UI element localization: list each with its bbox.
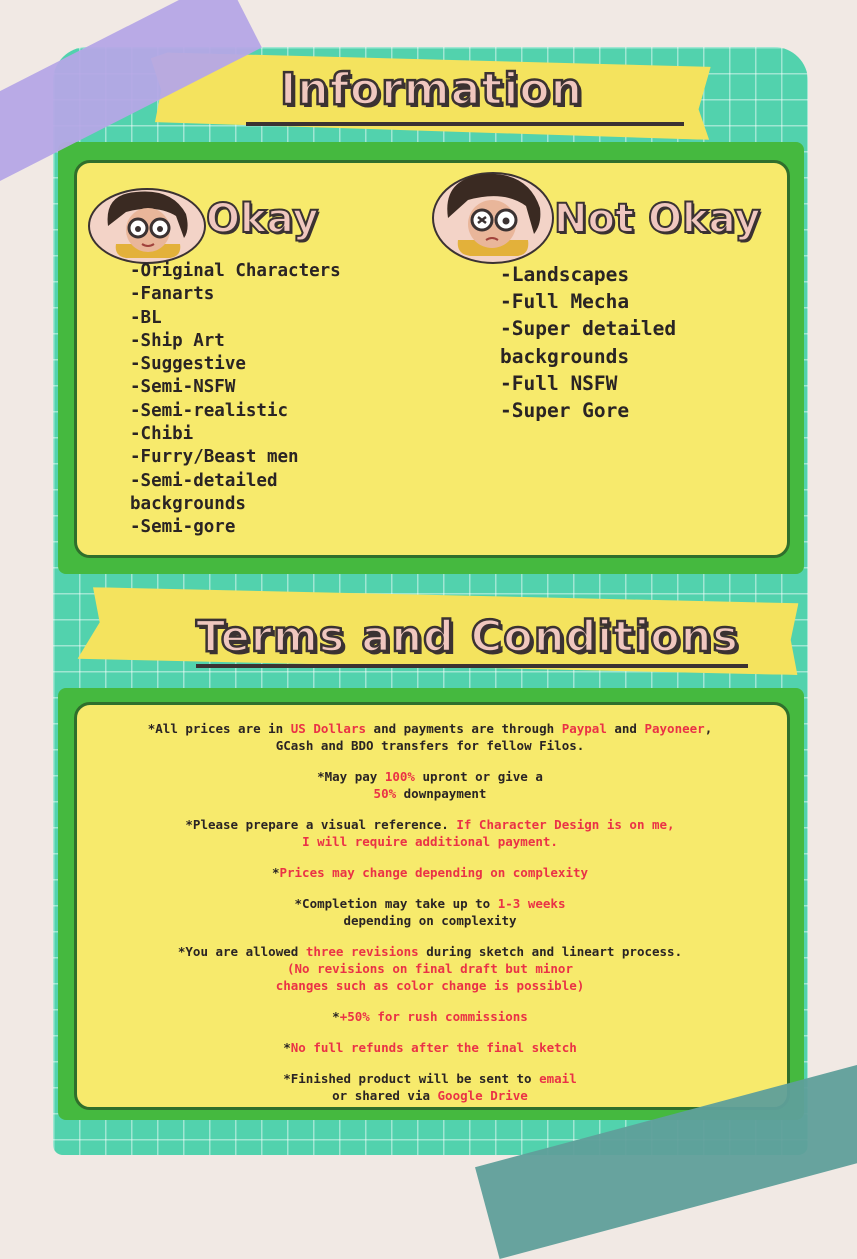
term-highlight: three revisions bbox=[305, 944, 419, 959]
term-text: upront or give a bbox=[414, 769, 543, 784]
term-text: * bbox=[283, 1040, 291, 1055]
term-text: *Finished product will be sent to bbox=[283, 1071, 540, 1086]
term-revisions bbox=[90, 943, 770, 994]
term-text: GCash and BDO transfers for fellow Filos. bbox=[275, 738, 585, 753]
term-text: * bbox=[271, 865, 280, 880]
list-item: -Landscapes bbox=[500, 263, 630, 286]
list-item: -Super detailed backgrounds bbox=[500, 317, 677, 368]
term-payment bbox=[90, 768, 770, 802]
term-rush bbox=[90, 1008, 770, 1025]
list-item: -Furry/Beast men bbox=[130, 447, 299, 468]
term-highlight: +50% for rush commissions bbox=[339, 1009, 528, 1024]
not-okay-title: Not Okay bbox=[554, 196, 761, 242]
term-prices bbox=[90, 720, 770, 754]
term-highlight: No full refunds after the final sketch bbox=[290, 1040, 577, 1055]
terms-heading: Terms and Conditions bbox=[196, 612, 740, 662]
term-text: *Please prepare a visual reference. bbox=[185, 817, 457, 832]
list-item: -BL bbox=[130, 307, 162, 328]
term-price-change bbox=[90, 864, 770, 881]
term-highlight: Payoneer bbox=[644, 721, 705, 736]
list-item: -Semi-realistic bbox=[130, 400, 289, 421]
term-text: during sketch and lineart process. bbox=[418, 944, 683, 959]
term-highlight: I will require additional payment. bbox=[302, 834, 558, 849]
okay-title: Okay bbox=[206, 196, 319, 242]
term-highlight: 100% bbox=[384, 769, 415, 784]
term-text: *May pay bbox=[317, 769, 385, 784]
term-text: *All prices are in bbox=[147, 721, 291, 736]
term-text: * bbox=[332, 1009, 340, 1024]
list-item: -Chibi bbox=[130, 424, 194, 445]
term-highlight: Paypal bbox=[561, 721, 607, 736]
term-highlight: Google Drive bbox=[437, 1088, 528, 1103]
term-highlight: US Dollars bbox=[290, 721, 367, 736]
term-text: downpayment bbox=[396, 786, 487, 801]
term-highlight: If Character Design is on me, bbox=[456, 817, 675, 832]
okay-list bbox=[130, 260, 430, 540]
term-delivery bbox=[90, 1070, 770, 1104]
term-text: , bbox=[704, 721, 713, 736]
term-highlight: 50% bbox=[373, 786, 397, 801]
term-text: *You are allowed bbox=[177, 944, 306, 959]
terms-list bbox=[90, 720, 770, 1118]
term-refunds bbox=[90, 1039, 770, 1056]
list-item: -Semi-NSFW bbox=[130, 377, 236, 398]
list-item: -Semi-detailed backgrounds bbox=[130, 470, 278, 514]
term-text: and payments are through bbox=[366, 721, 562, 736]
term-text: *Completion may take up to bbox=[294, 896, 498, 911]
information-heading: Information bbox=[280, 64, 583, 115]
list-item: -Semi-gore bbox=[130, 517, 236, 538]
information-underline bbox=[246, 122, 684, 126]
term-highlight: email bbox=[539, 1071, 577, 1086]
term-highlight: 1-3 weeks bbox=[497, 896, 566, 911]
list-item: -Fanarts bbox=[130, 284, 215, 305]
term-highlight: Prices may change depending on complexity bbox=[279, 865, 589, 880]
list-item: -Full NSFW bbox=[500, 371, 618, 395]
term-text: and bbox=[606, 721, 645, 736]
term-text: depending on complexity bbox=[343, 913, 517, 928]
list-item: -Original Characters bbox=[130, 261, 341, 281]
term-reference bbox=[90, 816, 770, 850]
term-completion bbox=[90, 895, 770, 929]
list-item: -Super Gore bbox=[500, 399, 630, 423]
list-item: -Full Mecha bbox=[500, 290, 630, 314]
okay-avatar-icon bbox=[86, 186, 208, 266]
not-okay-list bbox=[500, 261, 760, 424]
terms-underline bbox=[196, 664, 748, 668]
not-okay-avatar-icon bbox=[428, 168, 558, 268]
term-text: or shared via bbox=[332, 1088, 438, 1103]
list-item: -Ship Art bbox=[130, 330, 225, 351]
list-item: -Suggestive bbox=[130, 354, 246, 375]
term-highlight: changes such as color change is possible) bbox=[275, 978, 585, 993]
term-highlight: (No revisions on final draft but minor bbox=[287, 961, 573, 976]
